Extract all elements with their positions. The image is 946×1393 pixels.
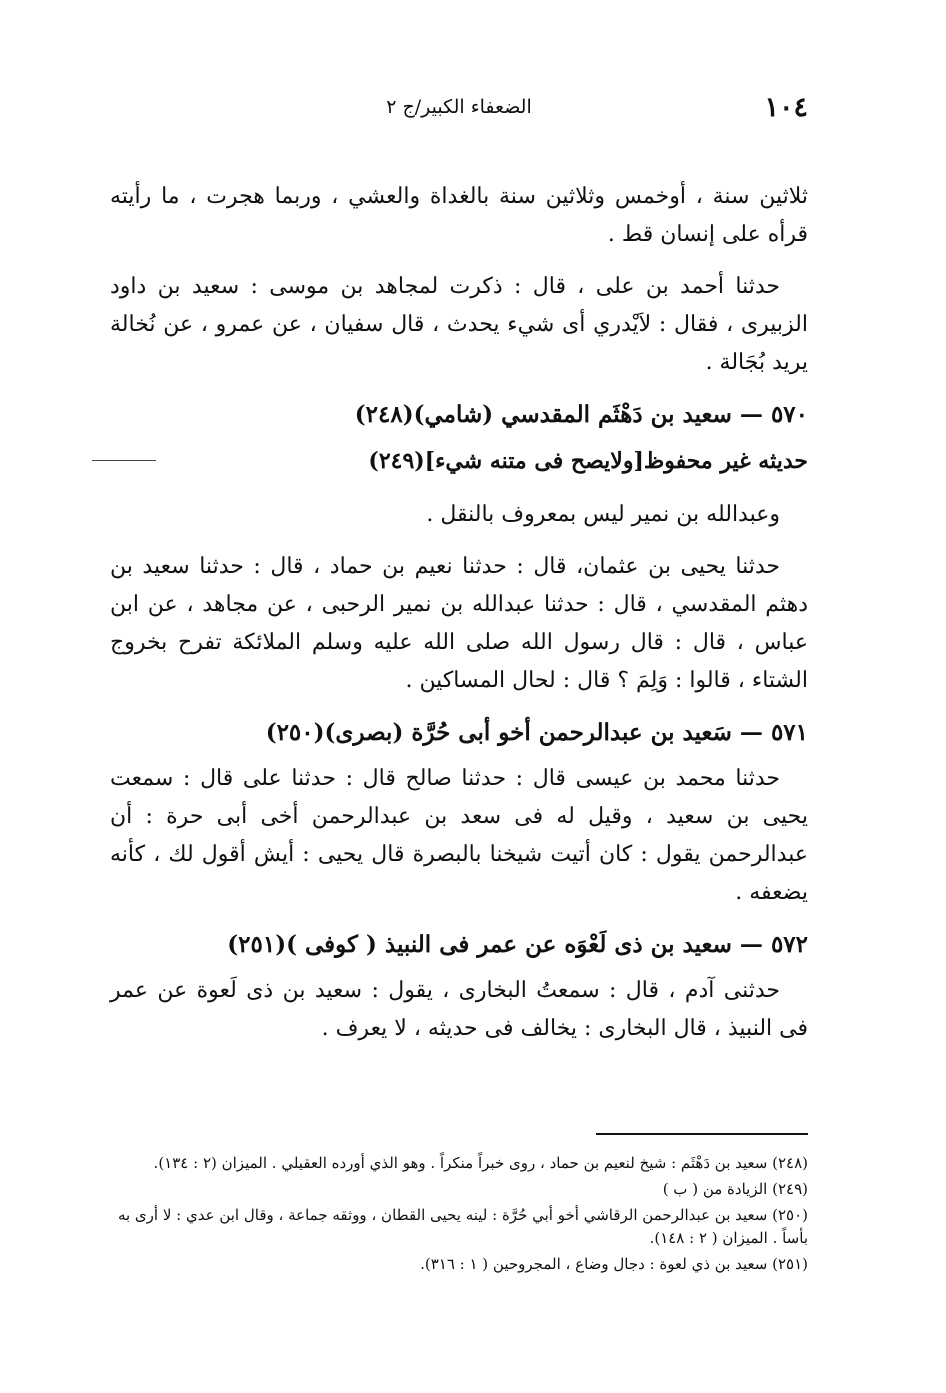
paragraph-continuation: ثلاثين سنة ، أوخمس وثلاثين سنة بالغداة والعشي ، وربما هجرت ، ما رأيته قرأه على إنسان قط . xyxy=(110,184,808,247)
footnote-divider xyxy=(596,1133,808,1135)
page-header xyxy=(110,92,808,132)
entry-572-title: ٥٧٢ — سعيد بن ذى لَعْوَه عن عمر فى النبيذ ( كوفى )(٢٥١) xyxy=(227,931,808,958)
footnote-248: (٢٤٨) سعيد بن دَهْثَم : شيخ لنعيم بن حماد ، روى خبراً منكراً . وهو الذي أورده العقيلي . الميزان (٢ : ١٣٤). xyxy=(153,1154,808,1172)
entry-571-title: ٥٧١ — سَعيد بن عبدالرحمن أخو أبى حُرَّة (بصرى)(٢٥٠) xyxy=(265,719,808,746)
main-text xyxy=(110,178,808,1062)
paragraph-narration-572: حدثنى آدم ، قال : سمعتُ البخارى ، يقول : سعيد بن ذى لَعوة عن عمر فى النبيذ ، قال البخارى : يخالف فى حديثه ، لا يعرف . xyxy=(110,978,808,1041)
entry-570-title: ٥٧٠ — سعيد بن دَهْثَم المقدسي (شامي)(٢٤٨) xyxy=(354,401,808,428)
paragraph-narration: حدثنا أحمد بن على ، قال : ذكرت لمجاهد بن موسى : سعيد بن داود الزبيرى ، فقال : لاَيْدري أى شيء يحدث ، قال سفيان ، عن عمرو ، عن نُخالة يريد بُجَالة . xyxy=(110,274,808,375)
footnotes xyxy=(110,1152,808,1279)
paragraph-remark: وعبدالله بن نمير ليس بمعروف بالنقل . xyxy=(426,502,780,527)
entry-570-note: حديثه غير محفوظ[ولايصح فى متنه شيء](٢٤٩) xyxy=(368,448,808,474)
footnote-250: (٢٥٠) سعيد بن عبدالرحمن الرقاشي أخو أبي حُرَّة : لينه يحيى القطان ، ووثقه جماعة ، وقال ابن عدي : لا أرى به بأساً . الميزان ( ٢ : ١٤٨). xyxy=(117,1206,808,1247)
paragraph-narration-571: حدثنا محمد بن عيسى قال : حدثنا صالح قال : حدثنا على قال : سمعت يحيى بن سعيد ، وقيل له فى سعد بن عبدالرحمن أخى أبى حرة : أن عبدالرحمن يقول : كان أتيت شيخنا بالبصرة قال يحيى : أيش أقول لك ، كأنه يضعفه . xyxy=(110,766,808,905)
footnote-251: (٢٥١) سعيد بن ذي لعوة : دجال وضاع ، المجروحين ( ١ : ٣١٦). xyxy=(420,1255,808,1273)
running-title: الضعفاء الكبير/ج ٢ xyxy=(386,96,532,118)
page-number: ١٠٤ xyxy=(764,92,808,123)
footnote-249: (٢٤٩) الزيادة من ( ب ) xyxy=(662,1180,808,1198)
paragraph-hadith: حدثنا يحيى بن عثمان، قال : حدثنا نعيم بن حماد ، قال : حدثنا سعيد بن دهثم المقدسي ، قال : حدثنا عبدالله بن نمير الرحبى ، عن مجاهد ، عن ابن عباس ، قال : قال رسول الله صلى الله عليه وسلم الملائكة تفرح بخروج الشتاء ، قالوا : وَلِمَ ؟ قال : لحال المساكين . xyxy=(110,554,808,693)
